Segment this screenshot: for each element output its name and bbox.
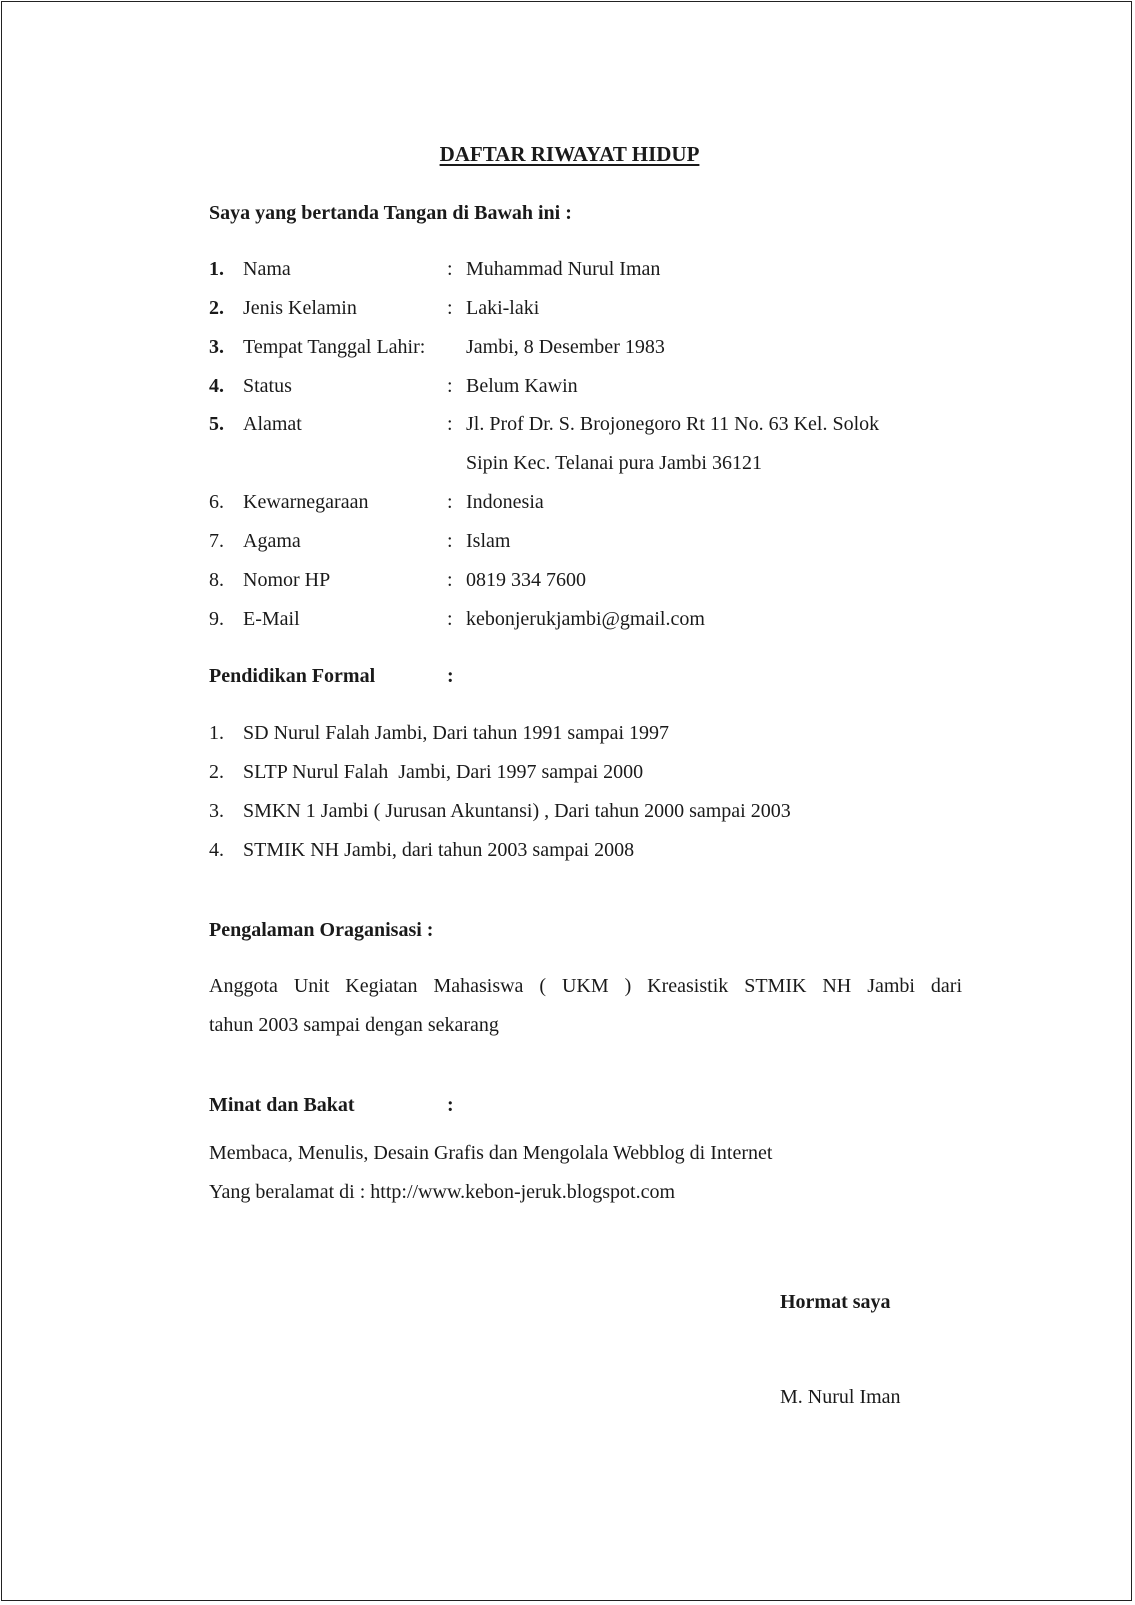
- organization-heading: Pengalaman Oraganisasi :: [209, 919, 434, 941]
- row-colon: :: [447, 491, 453, 513]
- row-value: kebonjerukjambi@gmail.com: [466, 608, 705, 630]
- row-number: 5.: [209, 413, 224, 435]
- intro-text: Saya yang bertanda Tangan di Bawah ini :: [209, 202, 572, 224]
- row-value: Jambi, 8 Desember 1983: [466, 336, 665, 358]
- row-number: 9.: [209, 608, 224, 630]
- row-value: Islam: [466, 530, 511, 552]
- row-colon: :: [447, 569, 453, 591]
- personal-row-alamat: [2, 413, 1135, 441]
- personal-row-kewarnegaraan: [2, 491, 1135, 519]
- personal-row-status: [2, 375, 1135, 403]
- row-colon: :: [447, 530, 453, 552]
- item-text: STMIK NH Jambi, dari tahun 2003 sampai 2008: [243, 839, 635, 861]
- row-value: Indonesia: [466, 491, 544, 513]
- row-colon: :: [447, 297, 453, 319]
- row-number: 2.: [209, 297, 224, 319]
- row-value: Muhammad Nurul Iman: [466, 258, 661, 280]
- document-title: DAFTAR RIWAYAT HIDUP: [439, 142, 700, 166]
- row-label: Nama: [243, 258, 291, 280]
- row-value: Laki-laki: [466, 297, 540, 319]
- interests-heading-colon: :: [447, 1094, 454, 1116]
- row-colon: :: [447, 608, 453, 630]
- row-value: Belum Kawin: [466, 375, 578, 397]
- personal-row-agama: [2, 530, 1135, 558]
- row-number: 8.: [209, 569, 224, 591]
- row-number: 7.: [209, 530, 224, 552]
- organization-line-1: Anggota Unit Kegiatan Mahasiswa ( UKM ) Kreasistik STMIK NH Jambi dari: [209, 975, 962, 997]
- item-number: 2.: [209, 761, 224, 783]
- row-number: 3.: [209, 336, 224, 358]
- organization-line-2: tahun 2003 sampai dengan sekarang: [209, 1014, 499, 1036]
- education-item: [2, 722, 1135, 750]
- row-colon: :: [447, 258, 453, 280]
- personal-row-jenis-kelamin: [2, 297, 1135, 325]
- document-page: [1, 1, 1132, 1601]
- row-value: 0819 334 7600: [466, 569, 586, 591]
- row-label: Kewarnegaraan: [243, 491, 369, 513]
- interests-heading: Minat dan Bakat: [209, 1094, 355, 1116]
- personal-row-tempat-tanggal-lahir: [2, 336, 1135, 364]
- interests-line-2: Yang beralamat di : http://www.kebon-jeruk.blogspot.com: [209, 1181, 676, 1203]
- personal-row-email: [2, 608, 1135, 636]
- education-item: [2, 800, 1135, 828]
- item-text: SMKN 1 Jambi ( Jurusan Akuntansi) , Dari tahun 2000 sampai 2003: [243, 800, 791, 822]
- row-number: 6.: [209, 491, 224, 513]
- row-colon: :: [447, 375, 453, 397]
- item-text: SLTP Nurul Falah Jambi, Dari 1997 sampai 2000: [243, 761, 644, 783]
- row-label: Status: [243, 375, 292, 397]
- row-number: 4.: [209, 375, 224, 397]
- signatory-name: M. Nurul Iman: [780, 1386, 901, 1408]
- row-value-continued: Sipin Kec. Telanai pura Jambi 36121: [466, 452, 762, 474]
- row-label: Tempat Tanggal Lahir:: [243, 336, 426, 358]
- personal-row-alamat-continued: [2, 452, 1135, 480]
- personal-row-nomor-hp: [2, 569, 1135, 597]
- education-item: [2, 839, 1135, 867]
- row-value: Jl. Prof Dr. S. Brojonegoro Rt 11 No. 63 Kel. Solok: [466, 413, 880, 435]
- education-heading-colon: :: [447, 665, 454, 687]
- education-item: [2, 761, 1135, 789]
- row-label: Nomor HP: [243, 569, 331, 591]
- row-number: 1.: [209, 258, 224, 280]
- row-label: Jenis Kelamin: [243, 297, 357, 319]
- interests-line-1: Membaca, Menulis, Desain Grafis dan Mengolala Webblog di Internet: [209, 1142, 773, 1164]
- personal-row-nama: [2, 258, 1135, 286]
- item-number: 3.: [209, 800, 224, 822]
- row-label: Agama: [243, 530, 301, 552]
- row-label: E-Mail: [243, 608, 300, 630]
- item-number: 1.: [209, 722, 224, 744]
- row-colon: :: [447, 413, 453, 435]
- item-number: 4.: [209, 839, 224, 861]
- item-text: SD Nurul Falah Jambi, Dari tahun 1991 sampai 1997: [243, 722, 670, 744]
- closing-greeting: Hormat saya: [780, 1291, 891, 1313]
- education-heading: Pendidikan Formal: [209, 665, 376, 687]
- row-label: Alamat: [243, 413, 302, 435]
